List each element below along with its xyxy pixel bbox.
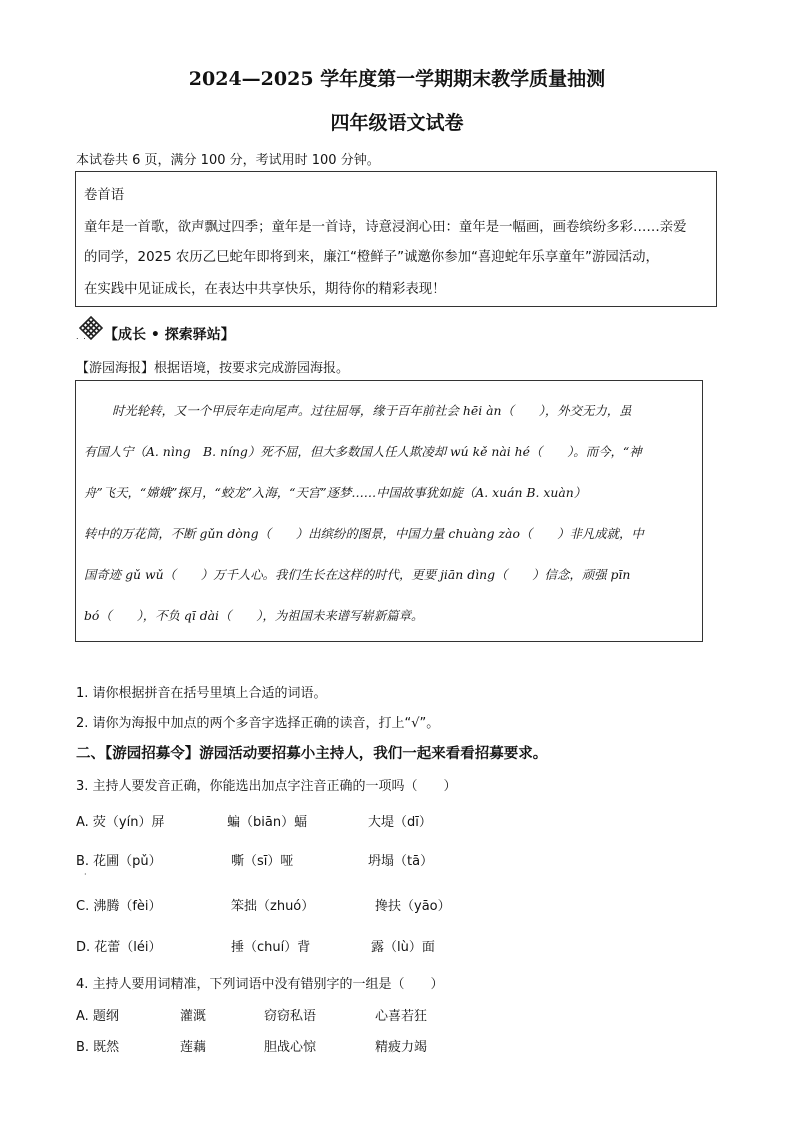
poster-instruction: 【游园海报】根据语境，按要求完成游园海报。	[76, 361, 350, 376]
section-decoration-dots: . . .	[76, 332, 94, 341]
page-subtitle: 四年级语文试卷	[330, 112, 464, 134]
option-c-1: C. 沸腾（fèi）	[76, 899, 162, 914]
q4-option-b-2: 莲藕	[180, 1040, 207, 1055]
poster-box	[75, 380, 703, 642]
option-b-1: B. 花圃（pǔ）	[76, 854, 162, 869]
q4-option-a-2: 灌溉	[180, 1009, 207, 1024]
option-d-1: D. 花蕾（léi）	[76, 940, 162, 955]
option-a-3: 大堤（dī）	[368, 815, 432, 830]
q4-option-a-1: A. 题纲	[76, 1009, 119, 1024]
section-recruit-title: 二、【游园招募令】游园活动要招募小主持人，我们一起来看看招募要求。	[76, 746, 548, 762]
option-a-2: 蝙（biān）蝠	[227, 815, 308, 830]
q4-option-a-3: 窃窃私语	[264, 1009, 317, 1024]
poster-line: 时光轮转，又一个甲辰年走向尾声。过往屈辱，缘于百年前社会 hēi àn（ ），外交无力，虽	[112, 403, 632, 418]
q4-option-a-4: 心喜若狂	[375, 1009, 428, 1024]
option-c-3: 搀扶（yāo）	[375, 899, 451, 914]
question-3-stem: 3. 主持人要发音正确，你能选出加点字注音正确的一项吗（ ）	[76, 779, 457, 794]
option-b-2: 嘶（sī）哑	[231, 854, 294, 869]
q4-option-b-1: B. 既然	[76, 1040, 120, 1055]
question-2: 2. 请你为海报中加点的两个多音字选择正确的读音，打上“√”。	[76, 716, 440, 731]
question-4-stem: 4. 主持人要用词精准，下列词语中没有错别字的一组是（ ）	[76, 977, 444, 992]
poster-line: 转中的万花筒，不断 gǔn dòng（ ）出缤纷的图景，中国力量 chuàng zào（ ）非凡成就，中	[84, 526, 644, 541]
option-b-3: 坍塌（tā）	[368, 854, 434, 869]
option-d-3: 露（lù）面	[371, 940, 435, 955]
poster-line: 舟”飞天，“嫦娥”探月，“蛟龙”入海，“天宫”逐梦……中国故事犹如旋（A. xuán B. xuàn）	[84, 485, 587, 500]
preface-box	[75, 171, 717, 307]
preface-line: 童年是一首歌，欲声飘过四季；童年是一首诗，诗意浸润心田：童年是一幅画，画卷缤纷多彩……亲爱	[84, 220, 687, 235]
poster-line: bó（ ），不负 qī dài（ ），为祖国未来谱写崭新篇章。	[84, 608, 424, 623]
section-growth-title: 【成长 • 探索驿站】	[104, 327, 235, 343]
preface-heading: 卷首语	[84, 188, 125, 203]
exam-intro: 本试卷共 6 页，满分 100 分，考试用时 100 分钟。	[76, 153, 380, 168]
question-1: 1. 请你根据拼音在括号里填上合适的词语。	[76, 686, 327, 701]
poster-line: 有国人宁（A. nìng B. níng）死不屈，但大多数国人任人欺凌却 wú kě nài hé（ ）。而今，“神	[84, 444, 642, 459]
preface-line: 的同学，2025 农历乙巳蛇年即将到来，廉江“橙鲜子”诚邀你参加“喜迎蛇年乐享童年”游园活动，	[84, 250, 659, 265]
q4-option-b-4: 精疲力竭	[375, 1040, 428, 1055]
option-a-1: A. 荧（yín）屏	[76, 815, 165, 830]
poster-line: 国奇迹 gǔ wǔ（ ）万千人心。我们生长在这样的时代，更要 jiān dìng（ ）信念，顽强 pīn	[84, 567, 631, 582]
option-d-2: 捶（chuí）背	[231, 940, 311, 955]
emphasis-dot: ·	[84, 870, 87, 879]
page-title: 2024—2025 学年度第一学期期末教学质量抽测	[188, 68, 606, 90]
option-c-2: 笨拙（zhuó）	[231, 899, 315, 914]
q4-option-b-3: 胆战心惊	[264, 1040, 317, 1055]
preface-line: 在实践中见证成长，在表达中共享快乐，期待你的精彩表现！	[84, 282, 446, 297]
